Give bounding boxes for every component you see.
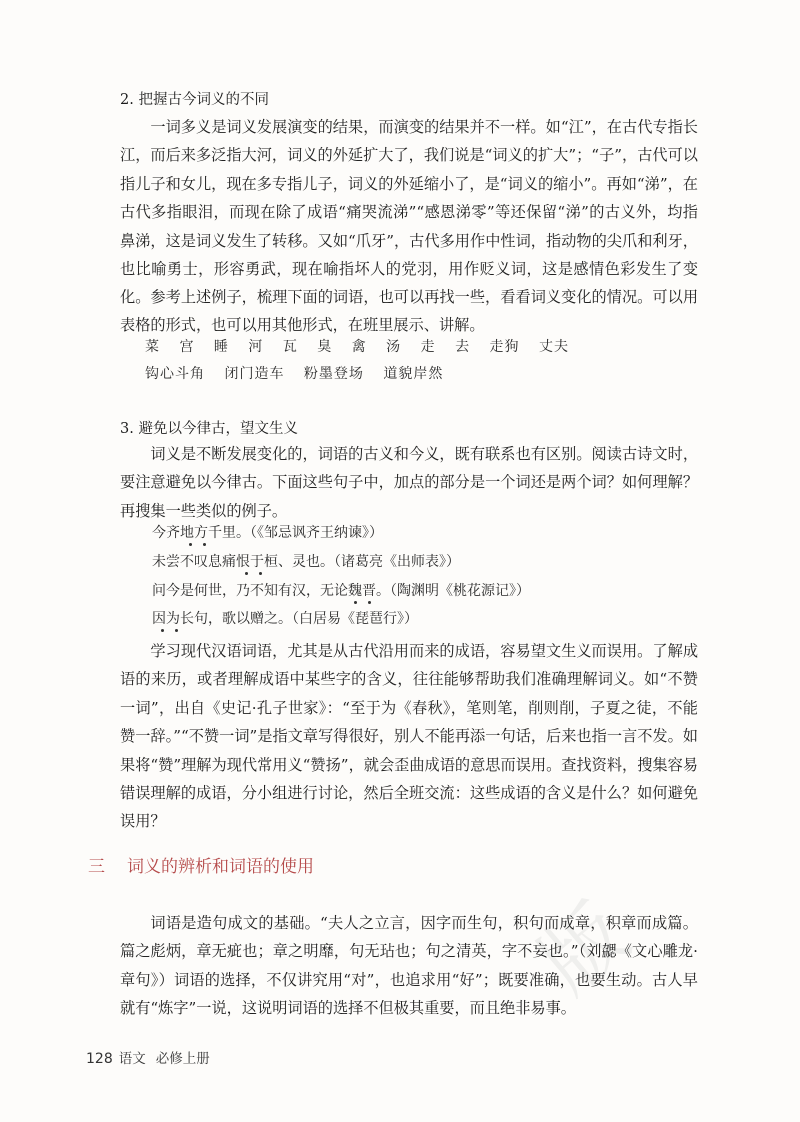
word-item: 闭门造车 <box>224 366 285 382</box>
chapter-number: 三 <box>88 857 105 877</box>
chapter-title: 词义的辨析和词语的使用 <box>127 857 314 877</box>
chapter-3-paragraph-1: 词语是造句成文的基础。“夫人之立言，因字而生句，积句而成章，积章而成篇。篇之彪炳，章无疵也；章之明靡，句无玷也；句之清英，字不妄也。”（刘勰《文心雕龙·章句》）词语的选择，不仅讲究用“对”，也追求用“好”；既要准确，也要生动。古人早就有“炼字”一说，这说明词语的选择不但极其重要，而且绝非易事。 <box>120 914 698 1018</box>
emphasis-dot <box>189 543 192 546</box>
word-item: 汤 <box>386 339 402 355</box>
emphasis-dot <box>259 572 262 575</box>
quote-line-2: 未尝不叹息痛恨于桓、灵也。（诸葛亮《出师表》） <box>152 554 460 570</box>
watermark: 版 <box>522 878 656 1012</box>
section-2-heading: 2. 把握古今词义的不同 <box>120 92 269 108</box>
word-list-row-1 <box>145 336 583 356</box>
word-item: 丈夫 <box>538 339 569 355</box>
word-item: 走狗 <box>489 339 520 355</box>
section-3-paragraph-1: 词义是不断发展变化的，词语的古义和今义，既有联系也有区别。阅读古诗文时，要注意避免以今律古。下面这些句子中，加点的部分是一个词还是两个词？如何理解？再搜集一些类似的例子。 <box>120 445 698 520</box>
word-item: 禽 <box>351 339 367 355</box>
emphasis-dot <box>175 629 178 632</box>
emphasis-dot <box>245 572 248 575</box>
word-item: 道貌岸然 <box>383 366 444 382</box>
quote-line-4: 因为长句，歌以赠之。（白居易《琵琶行》） <box>152 611 418 627</box>
word-item: 臭 <box>317 339 333 355</box>
word-item: 瓦 <box>282 339 298 355</box>
volume-title: 必修上册 <box>155 1051 210 1067</box>
word-item: 睡 <box>213 339 229 355</box>
chapter-3-heading <box>88 852 314 877</box>
word-item: 菜 <box>145 339 160 355</box>
emphasis-dot <box>161 629 164 632</box>
book-title: 语文 <box>118 1051 146 1067</box>
quote-line-3: 问今是何世，乃不知有汉，无论魏晋。（陶渊明《桃花源记》） <box>152 583 530 599</box>
section-3-paragraph-2: 学习现代汉语词语，尤其是从古代沿用而来的成语，容易望文生义而误用。了解成语的来历，或者理解成语中某些字的含义，往往能够帮助我们准确理解词义。如“不赞一词”，出自《史记·孔子世家》：“至于为《春秋》，笔则笔，削则削，子夏之徒，不能赞一辞。”“不赞一词”是指文章写得很好，别人不能再添一句话，后来也指一言不发。如果将“赞”理解为现代常用义“赞扬”，就会歪曲成语的意思而误用。查找资料，搜集容易错误理解的成语，分小组进行讨论，然后全班交流：这些成语的含义是什么？如何避免误用？ <box>120 642 698 831</box>
page-footer <box>86 1047 210 1067</box>
emphasis-dot <box>354 601 357 604</box>
word-item: 粉墨登场 <box>303 366 364 382</box>
page-number: 128 <box>86 1051 113 1067</box>
word-list-row-2 <box>145 363 457 383</box>
section-2-paragraph-1: 一词多义是词义发展演变的结果，而演变的结果并不一样。如“江”，在古代专指长江，而后来多泛指大河，词义的外延扩大了，我们说是“词义的扩大”；“子”，古代可以指儿子和女儿，现在多专指儿子，词义的外延缩小了，是“词义的缩小”。再如“涕”，在古代多指眼泪，而现在除了成语“痛哭流涕”“感恩涕零”等还保留“涕”的古义外，均指鼻涕，这是词义发生了转移。又如“爪牙”，古代多用作中性词，指动物的尖爪和利牙，也比喻勇士，形容勇武，现在喻指坏人的党羽，用作贬义词，这是感情色彩发生了变化。 <box>120 118 698 307</box>
emphasis-dot <box>203 543 206 546</box>
word-item: 走 <box>420 339 436 355</box>
word-item: 钩心斗角 <box>145 366 205 382</box>
word-item: 河 <box>248 339 264 355</box>
emphasis-dot <box>368 601 371 604</box>
quote-line-1: 今齐地方千里。（《邹忌讽齐王纳谏》） <box>152 525 383 541</box>
word-item: 去 <box>455 339 471 355</box>
section-2-paragraph-2: 参考上述例子，梳理下面的词语，也可以再找一些，看看词义变化的情况。可以用表格的形式，也可以用其他形式，在班里展示、讲解。 <box>120 288 698 335</box>
word-item: 宫 <box>179 339 195 355</box>
section-3-heading: 3. 避免以今律古，望文生义 <box>120 421 298 437</box>
